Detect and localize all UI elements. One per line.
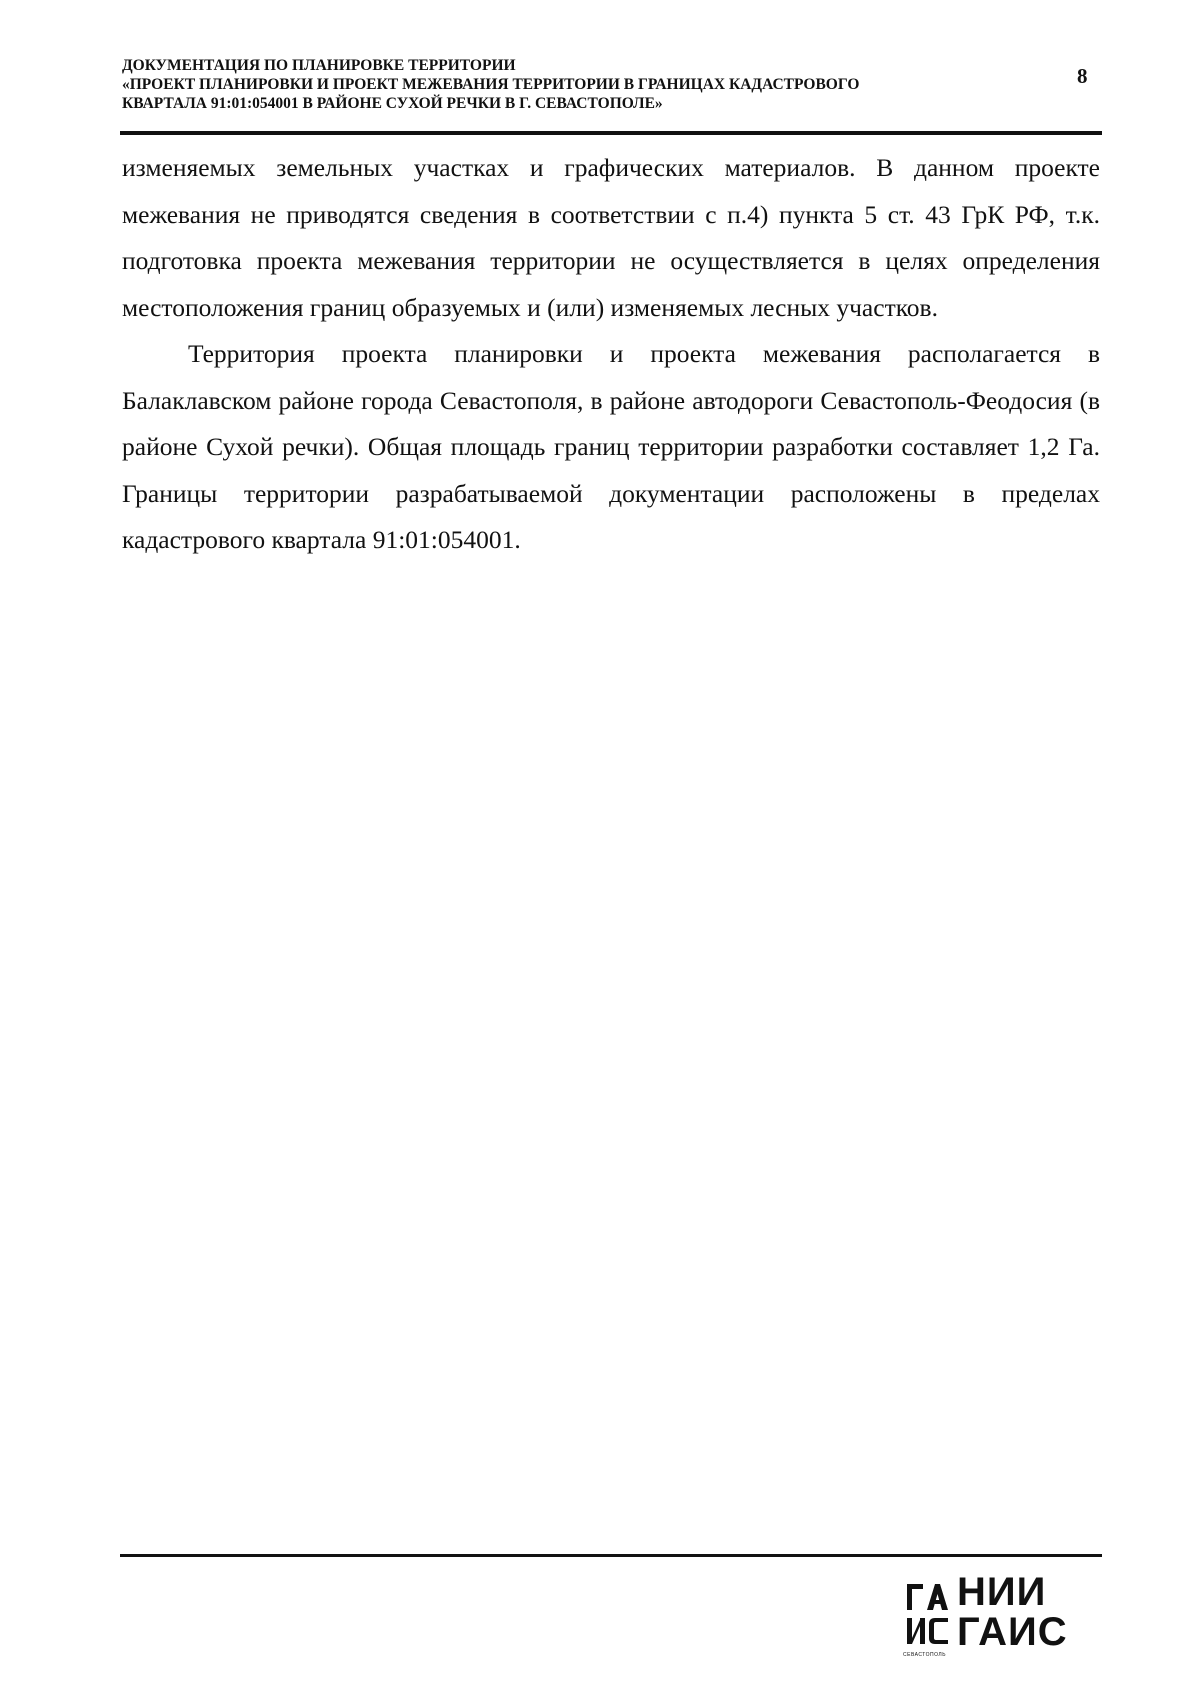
logo-line-1: НИИ	[957, 1570, 1047, 1614]
logo-wordmark	[957, 1572, 1068, 1652]
paragraph-2: Территория проекта планировки и проекта межевания располагается в Балаклавском районе города Севастополя, в районе автодороги Севастополь-Феодосия (в районе Сухой речки). Общая площадь границ территории разработки составляет 1,2 Га. Границы территории разрабатываемой документации расположены в пределах кадастрового квартала 91:01:054001.	[122, 339, 1100, 554]
body-text	[122, 145, 1100, 564]
page-number: 8	[1077, 64, 1088, 88]
paragraph-1: изменяемых земельных участках и графических материалов. В данном проекте межевания не приводятся сведения в соответствии с п.4) пункта 5 ст. 43 ГрК РФ, т.к. подготовка проекта межевания территории не осуществляется в целях определения местоположения границ образуемых и (или) изменяемых лесных участков.	[122, 153, 1100, 322]
gais-mark-icon	[905, 1580, 950, 1650]
footer-divider	[120, 1554, 1102, 1557]
logo-line-2: ГАИС	[957, 1610, 1068, 1654]
document-title	[122, 56, 1102, 113]
header-line-3: КВАРТАЛА 91:01:054001 В РАЙОНЕ СУХОЙ РЕЧКИ В Г. СЕВАСТОПОЛЕ»	[122, 95, 663, 112]
niigais-logo	[905, 1572, 1080, 1667]
header-divider	[120, 131, 1102, 135]
header-line-2: «ПРОЕКТ ПЛАНИРОВКИ И ПРОЕКТ МЕЖЕВАНИЯ ТЕРРИТОРИИ В ГРАНИЦАХ КАДАСТРОВОГО	[122, 76, 860, 93]
header-line-1: ДОКУМЕНТАЦИЯ ПО ПЛАНИРОВКЕ ТЕРРИТОРИИ	[122, 57, 516, 74]
logo-city-caption: СЕВАСТОПОЛЬ	[903, 1652, 946, 1658]
page-header	[122, 56, 1102, 113]
